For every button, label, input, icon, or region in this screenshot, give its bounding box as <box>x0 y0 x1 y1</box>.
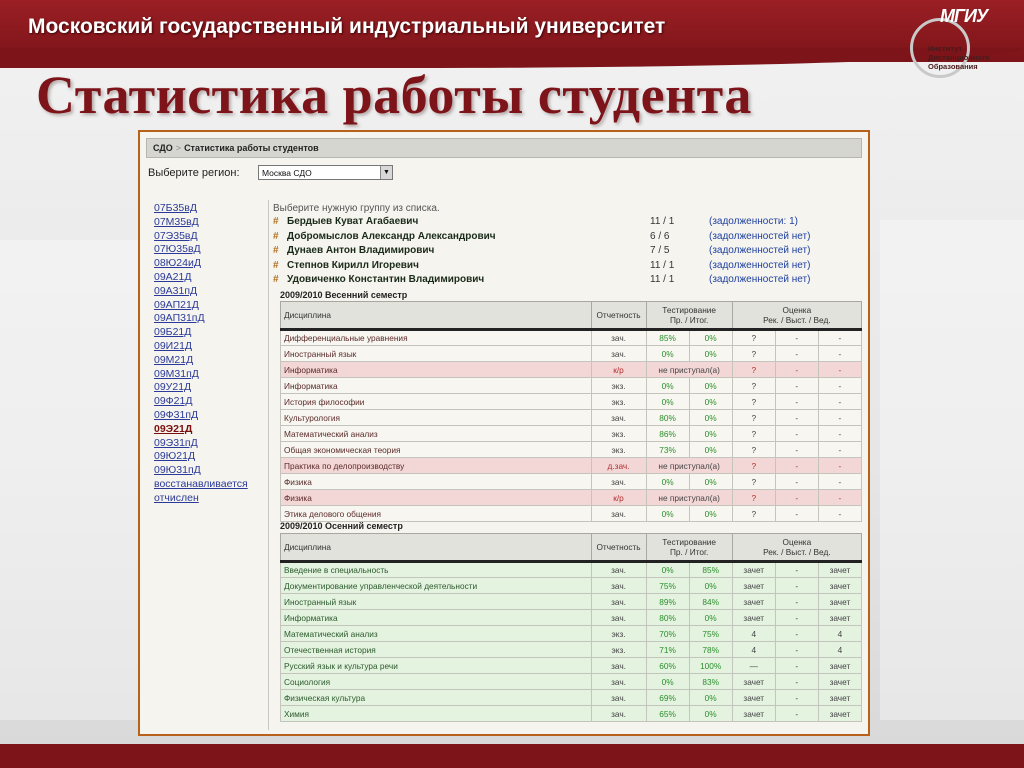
cell-testing-pr: 75% <box>646 578 689 594</box>
cell-subject: Математический анализ <box>281 626 592 642</box>
group-link[interactable]: 07Б35вД <box>154 202 197 214</box>
group-link[interactable]: 09И21Д <box>154 339 193 352</box>
table-row[interactable] <box>281 346 862 362</box>
header-grade <box>732 534 861 562</box>
table-row[interactable] <box>281 578 862 594</box>
cell-grade-vyst: - <box>775 410 818 426</box>
group-link[interactable]: 07Э35вД <box>154 229 198 242</box>
student-row[interactable] <box>273 245 863 260</box>
cell-testing-itog: 83% <box>689 674 732 690</box>
cell-testing-itog: 0% <box>689 442 732 458</box>
student-marker: # <box>273 245 279 257</box>
header-testing <box>646 302 732 330</box>
cell-reporting: экз. <box>591 378 646 394</box>
student-debt-status: (задолженностей нет) <box>709 274 811 286</box>
cell-grade-ved: 4 <box>818 626 861 642</box>
table-row[interactable] <box>281 594 862 610</box>
student-debt-status: (задолженностей нет) <box>709 230 811 242</box>
cell-reporting: зач. <box>591 674 646 690</box>
cell-testing-itog: 85% <box>689 562 732 578</box>
statistics-panel <box>138 130 870 736</box>
cell-reporting: экз. <box>591 394 646 410</box>
cell-reporting: зач. <box>591 658 646 674</box>
cell-subject: Русский язык и культура речи <box>281 658 592 674</box>
student-name[interactable]: Степнов Кирилл Игоревич <box>287 259 419 271</box>
group-link[interactable]: 09М31пД <box>154 367 199 380</box>
table-row[interactable] <box>281 410 862 426</box>
cell-subject: Введение в специальность <box>281 562 592 578</box>
table-row[interactable] <box>281 562 862 578</box>
cell-grade-ved: 4 <box>818 642 861 658</box>
cell-testing-itog: 0% <box>689 410 732 426</box>
cell-grade-vyst: - <box>775 346 818 362</box>
cell-testing-pr: 89% <box>646 594 689 610</box>
cell-grade-ved: - <box>818 410 861 426</box>
student-score: 11 / 1 <box>650 216 675 227</box>
student-row[interactable] <box>273 231 863 246</box>
cell-testing-pr: 0% <box>646 346 689 362</box>
cell-testing-pr: 60% <box>646 658 689 674</box>
cell-testing-pr: 73% <box>646 442 689 458</box>
table-row[interactable] <box>281 394 862 410</box>
cell-testing-pr: 71% <box>646 642 689 658</box>
page-title: Статистика работы студента <box>36 65 752 125</box>
university-logo <box>906 2 1016 80</box>
cell-grade-ved: - <box>818 442 861 458</box>
region-select[interactable] <box>258 165 393 180</box>
group-link[interactable]: 09А31пД <box>154 284 198 297</box>
student-name[interactable]: Дунаев Антон Владимирович <box>287 245 435 257</box>
cell-subject: Физическая культура <box>281 690 592 706</box>
cell-grade-rek: ? <box>732 442 775 458</box>
student-name[interactable]: Бердыев Куват Агабаевич <box>287 216 419 227</box>
table-row[interactable] <box>281 674 862 690</box>
cell-grade-rek: ? <box>732 458 775 474</box>
cell-grade-vyst: - <box>775 362 818 378</box>
cell-testing-itog: 0% <box>689 426 732 442</box>
cell-subject: Физика <box>281 490 592 506</box>
semester-title: 2009/2010 Весенний семестр <box>280 290 408 300</box>
cell-grade-rek: ? <box>732 490 775 506</box>
group-link[interactable]: восстанавливается <box>154 477 248 490</box>
cell-subject: Социология <box>281 674 592 690</box>
cell-grade-rek: ? <box>732 506 775 522</box>
cell-reporting: экз. <box>591 426 646 442</box>
cell-testing-status: не приступал(а) <box>646 362 732 378</box>
cell-subject: Отечественная история <box>281 642 592 658</box>
cell-grade-ved: зачет <box>818 658 861 674</box>
cell-subject: Информатика <box>281 610 592 626</box>
cell-grade-vyst: - <box>775 506 818 522</box>
cell-grade-vyst: - <box>775 674 818 690</box>
cell-grade-vyst: - <box>775 594 818 610</box>
header-grade <box>732 302 861 330</box>
grades-table <box>280 533 862 722</box>
cell-grade-ved: - <box>818 426 861 442</box>
breadcrumb-current: Статистика работы студентов <box>184 143 319 153</box>
header-grade-sub: Рек. / Выст. / Вед. <box>763 315 831 325</box>
cell-grade-vyst: - <box>775 642 818 658</box>
cell-subject: Дифференциальные уравнения <box>281 330 592 346</box>
group-link[interactable]: 09АП21Д <box>154 298 199 311</box>
cell-reporting: зач. <box>591 690 646 706</box>
header-grade-label: Оценка <box>782 537 812 547</box>
group-link[interactable]: 09Б21Д <box>154 326 192 339</box>
cell-testing-itog: 0% <box>689 378 732 394</box>
cell-grade-ved: - <box>818 506 861 522</box>
cell-reporting: зач. <box>591 346 646 362</box>
cell-grade-rek: ? <box>732 394 775 410</box>
divider <box>268 200 269 730</box>
cell-subject: История философии <box>281 394 592 410</box>
cell-subject: Практика по делопроизводству <box>281 458 592 474</box>
cell-grade-rek: зачет <box>732 690 775 706</box>
header-reporting: Отчетность <box>591 302 646 330</box>
cell-grade-ved: - <box>818 474 861 490</box>
cell-testing-itog: 84% <box>689 594 732 610</box>
cell-testing-pr: 0% <box>646 674 689 690</box>
cell-reporting: зач. <box>591 610 646 626</box>
cell-grade-vyst: - <box>775 658 818 674</box>
cell-testing-status: не приступал(а) <box>646 490 732 506</box>
cell-testing-pr: 80% <box>646 410 689 426</box>
student-name[interactable]: Удовиченко Константин Владимирович <box>287 274 485 286</box>
cell-grade-rek: 4 <box>732 626 775 642</box>
cell-grade-vyst: - <box>775 578 818 594</box>
cell-testing-itog: 0% <box>689 394 732 410</box>
student-marker: # <box>273 259 279 271</box>
cell-grade-ved: зачет <box>818 690 861 706</box>
cell-grade-ved: зачет <box>818 610 861 626</box>
header-discipline: Дисциплина <box>281 302 592 330</box>
cell-subject: Химия <box>281 706 592 722</box>
cell-grade-ved: - <box>818 394 861 410</box>
table-row[interactable] <box>281 442 862 458</box>
cell-reporting: зач. <box>591 410 646 426</box>
region-select-value: Москва СДО <box>262 168 312 178</box>
cell-grade-rek: ? <box>732 426 775 442</box>
cell-testing-itog: 0% <box>689 330 732 346</box>
table-row[interactable] <box>281 474 862 490</box>
cell-grade-rek: зачет <box>732 706 775 722</box>
region-label: Выберите регион: <box>148 167 240 179</box>
cell-grade-vyst: - <box>775 330 818 346</box>
group-link[interactable]: 09Э31пД <box>154 436 198 449</box>
cell-testing-pr: 80% <box>646 610 689 626</box>
background-building <box>0 240 138 720</box>
cell-subject: Физика <box>281 474 592 490</box>
group-link[interactable]: 09М21Д <box>154 353 194 366</box>
cell-testing-pr: 70% <box>646 626 689 642</box>
cell-grade-vyst: - <box>775 378 818 394</box>
cell-testing-itog: 0% <box>689 506 732 522</box>
cell-grade-rek: 4 <box>732 642 775 658</box>
cell-reporting: зач. <box>591 562 646 578</box>
bottom-banner <box>0 744 1024 768</box>
student-debt-status: (задолженностей нет) <box>709 245 811 257</box>
cell-testing-itog: 0% <box>689 706 732 722</box>
cell-subject: Иностранный язык <box>281 346 592 362</box>
table-row[interactable] <box>281 610 862 626</box>
logo-text: Институт Дистанционного Образования <box>928 44 990 71</box>
table-row[interactable] <box>281 378 862 394</box>
cell-subject: Этика делового общения <box>281 506 592 522</box>
cell-subject: Информатика <box>281 362 592 378</box>
cell-grade-vyst: - <box>775 458 818 474</box>
student-list <box>273 216 863 289</box>
cell-reporting: зач. <box>591 706 646 722</box>
cell-testing-itog: 0% <box>689 610 732 626</box>
group-link[interactable]: 07Ю35вД <box>154 243 201 256</box>
cell-grade-vyst: - <box>775 690 818 706</box>
cell-grade-ved: - <box>818 346 861 362</box>
student-row[interactable] <box>273 260 863 275</box>
table-row[interactable] <box>281 642 862 658</box>
cell-reporting: зач. <box>591 594 646 610</box>
cell-grade-ved: - <box>818 362 861 378</box>
group-link[interactable]: 09АП31пД <box>154 312 205 325</box>
cell-testing-pr: 65% <box>646 706 689 722</box>
cell-grade-rek: зачет <box>732 594 775 610</box>
cell-grade-rek: ? <box>732 362 775 378</box>
cell-subject: Культурология <box>281 410 592 426</box>
cell-grade-ved: - <box>818 330 861 346</box>
cell-reporting: к/р <box>591 490 646 506</box>
cell-grade-rek: ? <box>732 346 775 362</box>
table-row[interactable] <box>281 362 862 378</box>
cell-testing-pr: 0% <box>646 474 689 490</box>
header-reporting: Отчетность <box>591 534 646 562</box>
cell-testing-pr: 0% <box>646 506 689 522</box>
student-score: 11 / 1 <box>650 274 675 286</box>
cell-testing-itog: 0% <box>689 690 732 706</box>
student-score: 7 / 5 <box>650 245 670 257</box>
grades-table <box>280 301 862 522</box>
cell-grade-rek: ? <box>732 330 775 346</box>
cell-reporting: экз. <box>591 442 646 458</box>
table-row[interactable] <box>281 658 862 674</box>
group-list <box>154 202 264 506</box>
semester-title: 2009/2010 Осенний семестр <box>280 521 403 531</box>
cell-reporting: экз. <box>591 626 646 642</box>
table-row[interactable] <box>281 330 862 346</box>
cell-grade-rek: зачет <box>732 610 775 626</box>
cell-grade-ved: зачет <box>818 578 861 594</box>
cell-testing-pr: 0% <box>646 394 689 410</box>
cell-grade-vyst: - <box>775 394 818 410</box>
cell-testing-itog: 75% <box>689 626 732 642</box>
cell-grade-ved: зачет <box>818 562 861 578</box>
cell-grade-rek: зачет <box>732 578 775 594</box>
header-testing <box>646 534 732 562</box>
student-marker: # <box>273 230 279 242</box>
student-row[interactable] <box>273 216 863 231</box>
cell-grade-vyst: - <box>775 706 818 722</box>
table-row[interactable] <box>281 490 862 506</box>
group-link[interactable]: 09Ю31пД <box>154 464 201 477</box>
cell-subject: Документирование управленческой деятельности <box>281 578 592 594</box>
cell-testing-itog: 100% <box>689 658 732 674</box>
cell-testing-itog: 78% <box>689 642 732 658</box>
student-score: 6 / 6 <box>650 230 670 242</box>
cell-subject: Общая экономическая теория <box>281 442 592 458</box>
cell-grade-rek: ? <box>732 474 775 490</box>
cell-testing-itog: 0% <box>689 474 732 490</box>
cell-grade-vyst: - <box>775 626 818 642</box>
cell-grade-ved: зачет <box>818 706 861 722</box>
header-grade-sub: Рек. / Выст. / Вед. <box>763 547 831 557</box>
group-link[interactable]: 09Ф21Д <box>154 395 193 408</box>
cell-grade-ved: зачет <box>818 594 861 610</box>
cell-reporting: зач. <box>591 578 646 594</box>
cell-grade-rek: зачет <box>732 562 775 578</box>
cell-subject: Математический анализ <box>281 426 592 442</box>
cell-subject: Иностранный язык <box>281 594 592 610</box>
cell-subject: Информатика <box>281 378 592 394</box>
cell-reporting: экз. <box>591 642 646 658</box>
cell-testing-pr: 86% <box>646 426 689 442</box>
cell-grade-rek: зачет <box>732 674 775 690</box>
cell-grade-ved: - <box>818 490 861 506</box>
header-testing-sub: Пр. / Итог. <box>669 547 709 557</box>
chevron-down-icon[interactable]: ▼ <box>380 166 392 179</box>
group-link[interactable]: 09Ю21Д <box>154 450 196 463</box>
table-row[interactable] <box>281 690 862 706</box>
group-link[interactable]: 09Э21Д <box>154 422 193 435</box>
group-link[interactable]: отчислен <box>154 491 199 504</box>
cell-grade-vyst: - <box>775 490 818 506</box>
header-grade-label: Оценка <box>782 305 812 315</box>
table-row[interactable] <box>281 426 862 442</box>
cell-grade-ved: - <box>818 458 861 474</box>
breadcrumb-root-link[interactable]: СДО <box>153 143 173 153</box>
cell-testing-pr: 85% <box>646 330 689 346</box>
cell-reporting: зач. <box>591 330 646 346</box>
breadcrumb-separator: > <box>175 143 182 153</box>
cell-reporting: зач. <box>591 506 646 522</box>
student-marker: # <box>273 216 279 227</box>
cell-testing-itog: 0% <box>689 346 732 362</box>
group-link[interactable]: 08Ю24иД <box>154 257 201 270</box>
header-testing-label: Тестирование <box>662 305 717 315</box>
pick-group-hint: Выберите нужную группу из списка. <box>273 203 440 214</box>
cell-grade-vyst: - <box>775 426 818 442</box>
table-row[interactable] <box>281 626 862 642</box>
table-row[interactable] <box>281 458 862 474</box>
table-row[interactable] <box>281 506 862 522</box>
cell-grade-rek: — <box>732 658 775 674</box>
student-row[interactable] <box>273 274 863 289</box>
header-discipline: Дисциплина <box>281 534 592 562</box>
cell-grade-rek: ? <box>732 410 775 426</box>
cell-grade-ved: - <box>818 378 861 394</box>
group-link[interactable]: 09Ф31пД <box>154 408 199 421</box>
cell-reporting: д.зач. <box>591 458 646 474</box>
student-debt-status: (задолженностей нет) <box>709 259 811 271</box>
cell-grade-rek: ? <box>732 378 775 394</box>
university-name: Московский государственный индустриальный университет <box>28 15 666 38</box>
cell-testing-pr: 0% <box>646 378 689 394</box>
group-link[interactable]: 07М35вД <box>154 215 199 228</box>
student-marker: # <box>273 274 279 286</box>
header-testing-sub: Пр. / Итог. <box>669 315 709 325</box>
logo-abbr: МГИУ <box>940 6 988 26</box>
cell-grade-vyst: - <box>775 562 818 578</box>
background-building <box>880 220 1024 720</box>
cell-testing-itog: 0% <box>689 578 732 594</box>
cell-testing-status: не приступал(а) <box>646 458 732 474</box>
cell-testing-pr: 0% <box>646 562 689 578</box>
cell-grade-vyst: - <box>775 442 818 458</box>
group-link[interactable]: 09А21Д <box>154 270 192 283</box>
cell-grade-vyst: - <box>775 474 818 490</box>
group-link[interactable]: 09У21Д <box>154 381 192 394</box>
cell-grade-ved: зачет <box>818 674 861 690</box>
cell-testing-pr: 69% <box>646 690 689 706</box>
cell-grade-vyst: - <box>775 610 818 626</box>
table-row[interactable] <box>281 706 862 722</box>
student-debt-status: (задолженности: 1) <box>709 216 798 227</box>
student-name[interactable]: Добромыслов Александр Александрович <box>287 230 496 242</box>
student-score: 11 / 1 <box>650 259 675 271</box>
cell-reporting: зач. <box>591 474 646 490</box>
breadcrumb <box>146 138 862 158</box>
cell-reporting: к/р <box>591 362 646 378</box>
header-testing-label: Тестирование <box>662 537 717 547</box>
